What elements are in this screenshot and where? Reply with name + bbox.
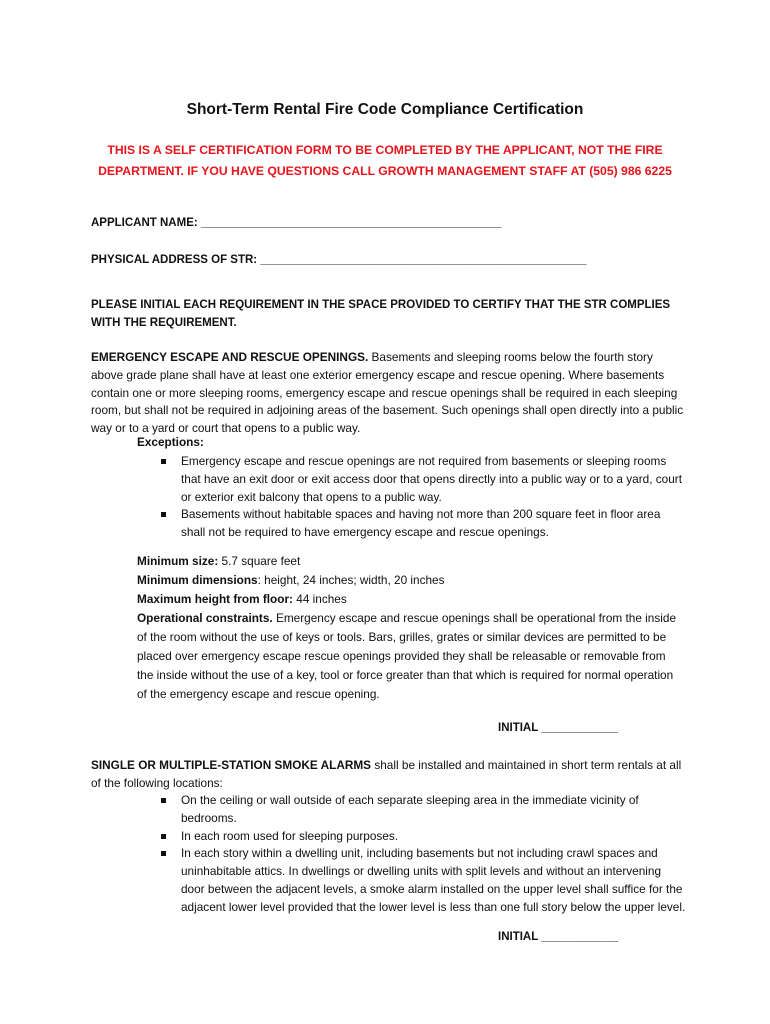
location-text: In each room used for sleeping purposes. bbox=[181, 828, 399, 843]
list-item bbox=[161, 845, 686, 916]
operational-constraints-row bbox=[137, 609, 685, 704]
list-item bbox=[161, 506, 686, 542]
escape-openings-heading: EMERGENCY ESCAPE AND RESCUE OPENINGS. bbox=[91, 350, 369, 364]
square-bullet-icon bbox=[161, 851, 166, 856]
minimum-size-row bbox=[137, 552, 685, 571]
minimum-size-value: 5.7 square feet bbox=[218, 554, 301, 568]
list-item bbox=[161, 828, 686, 846]
square-bullet-icon bbox=[161, 834, 166, 839]
escape-openings-body: Basements and sleeping rooms below the fourth story above grade plane shall have at least one exterior emergency escape and rescue opening. Where basements contain one or more sleeping rooms, emergency escape and rescue openings shall be required in each sleeping room, but shall not be required in adjoining areas of the basement. Such openings shall open directly into a public way or to a yard or court that opens to a public way. bbox=[91, 350, 684, 436]
maximum-height-value: 44 inches bbox=[292, 592, 347, 606]
operational-constraints-label: Operational constraints. bbox=[137, 611, 273, 625]
operational-constraints-value: Emergency escape and rescue openings shall be operational from the inside of the room without the use of keys or tools. Bars, grilles, grates or similar devices are permitted to be placed over emergency escape rescue openings provided they shall be releasable or removable from the inside without the use of a key, tool or force greater than that which is required for normal operation of the emergency escape and rescue opening. bbox=[137, 611, 677, 701]
minimum-size-label: Minimum size: bbox=[137, 554, 219, 568]
document-title: Short-Term Rental Fire Code Compliance Certification bbox=[186, 101, 584, 118]
smoke-alarms-initial-field[interactable]: INITIAL ____________ bbox=[498, 931, 618, 943]
applicant-name-field[interactable]: APPLICANT NAME: _______________________________________________ bbox=[91, 217, 502, 229]
minimum-dimensions-label: Minimum dimensions bbox=[137, 573, 258, 587]
exceptions-heading: Exceptions: bbox=[137, 435, 204, 449]
smoke-alarms-heading: SINGLE OR MULTIPLE-STATION SMOKE ALARMS bbox=[91, 758, 372, 772]
exception-text: Basements without habitable spaces and having not more than 200 square feet in floor area shall not be required to have emergency escape and rescue openings. bbox=[181, 507, 661, 540]
initial-instruction: PLEASE INITIAL EACH REQUIREMENT IN THE SPACE PROVIDED TO CERTIFY THAT THE STR COMPLIES WITH THE REQUIREMENT. bbox=[91, 299, 671, 329]
square-bullet-icon bbox=[161, 512, 166, 517]
list-item bbox=[161, 792, 686, 828]
opening-specifications bbox=[137, 552, 685, 704]
location-text: In each story within a dwelling unit, including basements but not including crawl spaces and uninhabitable attics. In dwellings or dwelling units with split levels and without an intervening door between the adjacent levels, a smoke alarm installed on the upper level shall suffice for the adjacent lower level provided that the lower level is less than one full story below the upper level. bbox=[181, 846, 686, 914]
smoke-alarm-locations-list bbox=[161, 792, 686, 917]
minimum-dimensions-value: : height, 24 inches; width, 20 inches bbox=[257, 573, 445, 587]
maximum-height-label: Maximum height from floor: bbox=[137, 592, 293, 606]
exceptions-list bbox=[161, 453, 686, 542]
square-bullet-icon bbox=[161, 798, 166, 803]
list-item bbox=[161, 453, 686, 506]
escape-openings-paragraph bbox=[91, 349, 687, 438]
escape-openings-initial-field[interactable]: INITIAL ____________ bbox=[498, 722, 618, 734]
smoke-alarms-body: shall be installed and maintained in short term rentals at all of the following locations: bbox=[91, 758, 682, 790]
location-text: On the ceiling or wall outside of each separate sleeping area in the immediate vicinity of bedrooms. bbox=[181, 793, 639, 825]
smoke-alarms-paragraph bbox=[91, 757, 687, 793]
maximum-height-row bbox=[137, 590, 685, 609]
square-bullet-icon bbox=[161, 459, 166, 464]
physical-address-field[interactable]: PHYSICAL ADDRESS OF STR: ___________________________________________________ bbox=[91, 254, 587, 266]
self-certification-notice: THIS IS A SELF CERTIFICATION FORM TO BE COMPLETED BY THE APPLICANT, NOT THE FIRE DEPARTMENT. IF YOU HAVE QUESTIONS CALL GROWTH MANAGEMENT STAFF AT (505) 986 6225 bbox=[98, 143, 672, 178]
minimum-dimensions-row bbox=[137, 571, 685, 590]
exception-text: Emergency escape and rescue openings are not required from basements or sleeping rooms that have an exit door or exit access door that opens directly into a public way or to a yard, court or exterior exit balcony that opens to a public way. bbox=[181, 454, 682, 504]
